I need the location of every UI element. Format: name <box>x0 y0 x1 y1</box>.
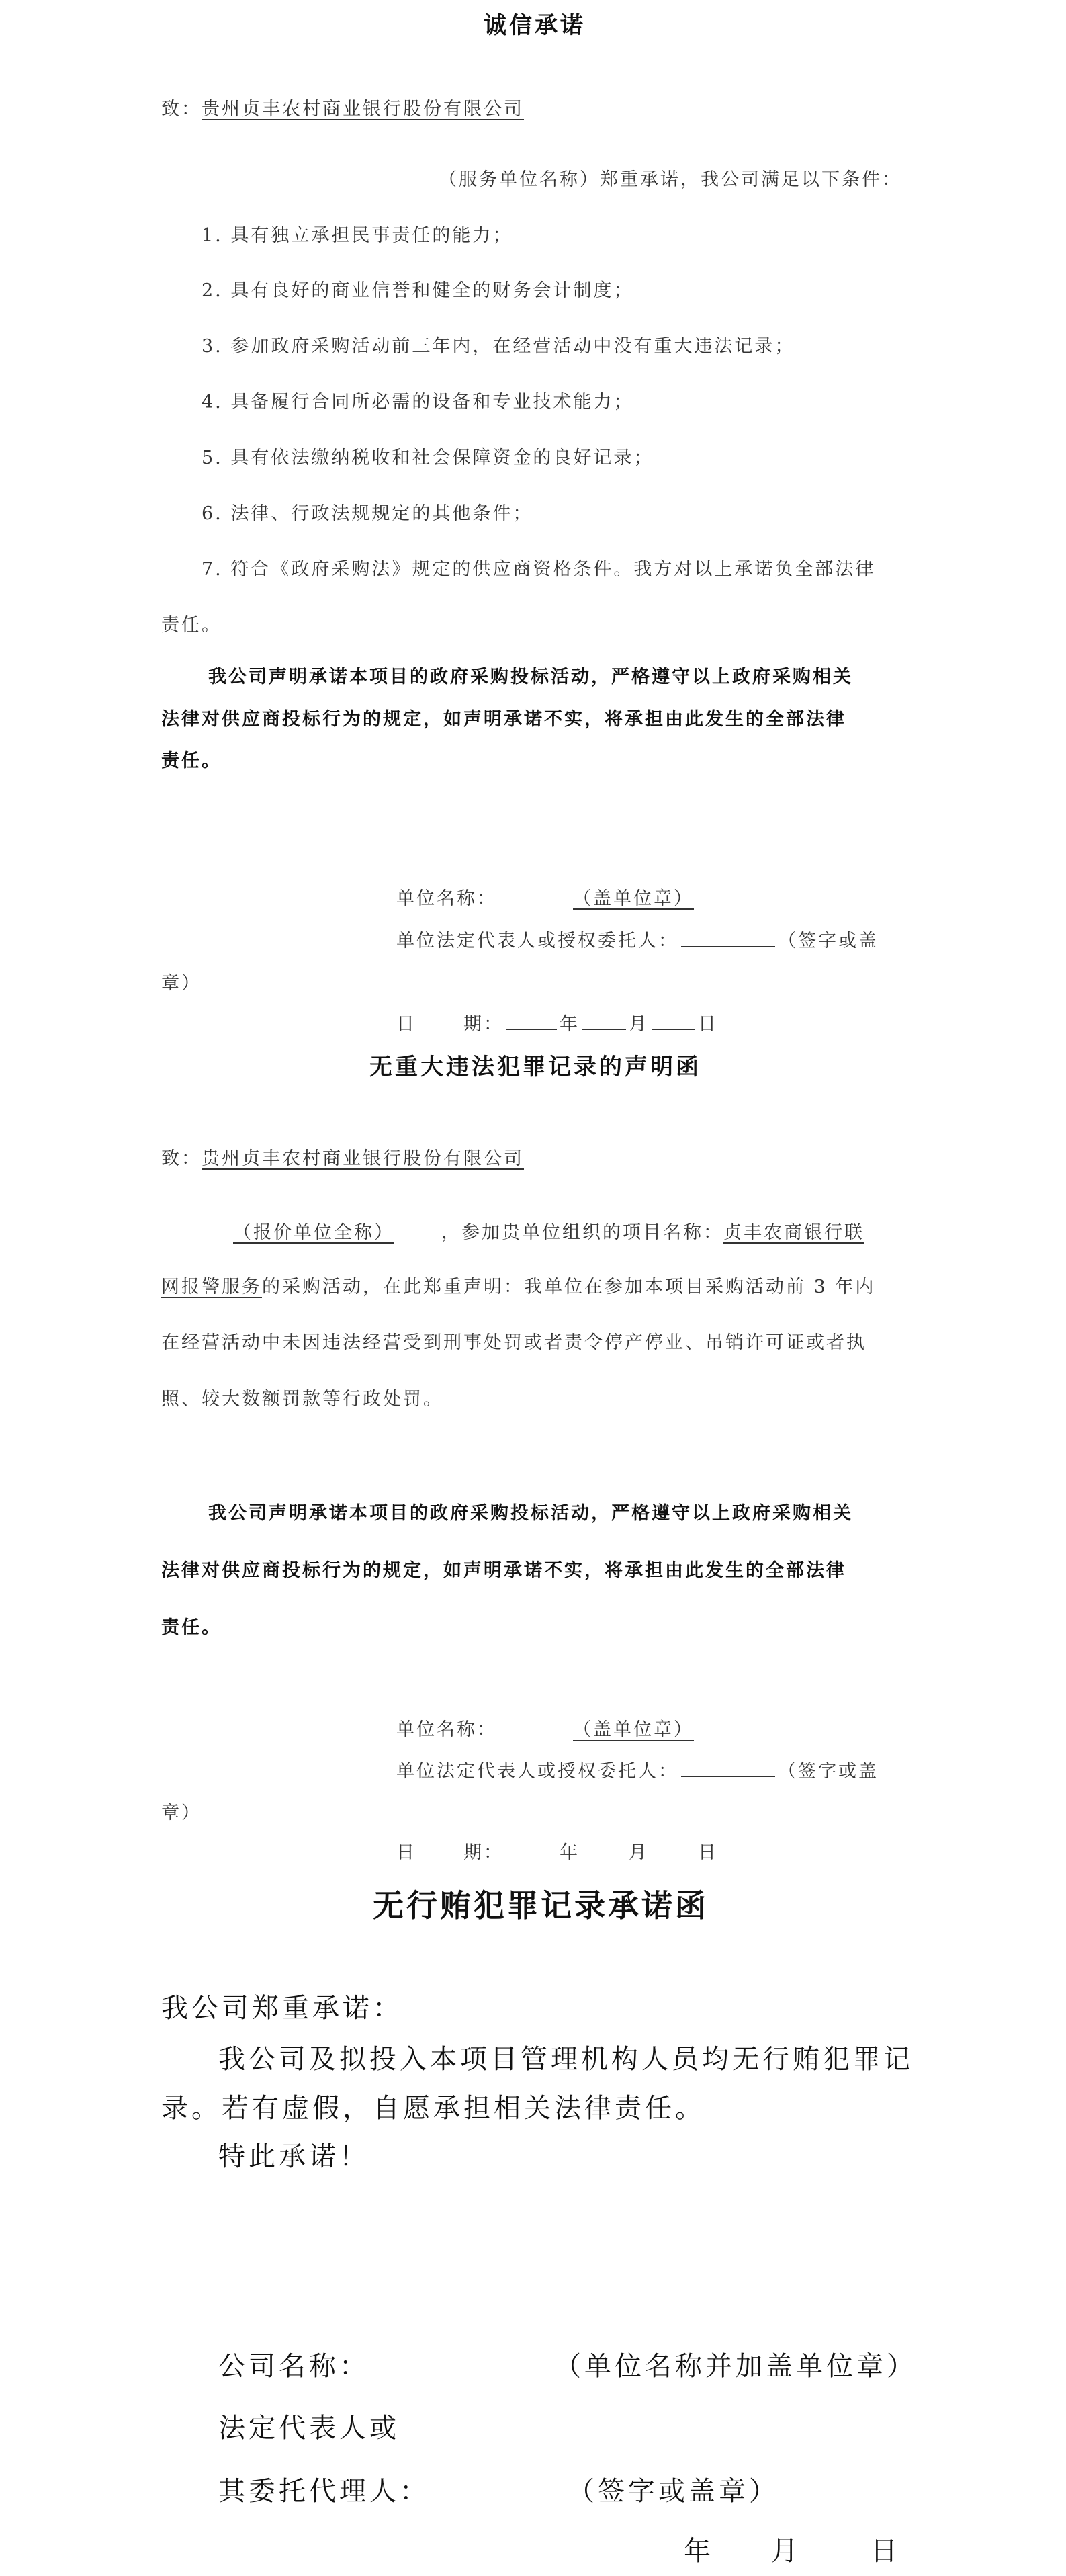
representative-label: 其委托代理人： <box>218 2476 430 2507</box>
representative-line-continued: 章） <box>161 1803 202 1823</box>
statement-line: （报价单位全称） ，参加贵单位组织的项目名称：贞丰农商银行联 <box>205 1217 864 1244</box>
addressee-name: 贵州贞丰农村商业银行股份有限公司 <box>202 1148 524 1169</box>
representative-line: 单位法定代表人或授权委托人： （签字或盖 <box>396 931 879 951</box>
representative-line-continued: 章） <box>161 973 202 994</box>
representative-label: 法定代表人或 <box>218 2413 400 2444</box>
date-line: 日 期： 年 月 日 <box>396 1842 718 1863</box>
declaration-text: 我公司声明承诺本项目的政府采购投标活动，严格遵守以上政府采购相关 <box>208 1503 853 1524</box>
stamp-note: （盖单位章） <box>573 888 694 909</box>
representative-line: 单位法定代表人或授权委托人： （签字或盖 <box>396 1761 879 1782</box>
project-name: 贞丰农商银行联 <box>723 1222 864 1243</box>
declaration-text: 法律对供应商投标行为的规定，如声明承诺不实，将承担由此发生的全部法律 <box>161 1560 846 1581</box>
condition-item: 6. 法律、行政法规规定的其他条件； <box>202 503 533 524</box>
page-title: 诚信承诺 <box>484 12 586 39</box>
signature-note: （签字或盖章） <box>568 2476 779 2507</box>
condition-item-continued: 责任。 <box>161 615 222 636</box>
condition-item: 4. 具备履行合同所必需的设备和专业技术能力； <box>202 392 634 413</box>
company-stamp-note: （单位名称并加盖单位章） <box>554 2351 917 2382</box>
date-day-label: 日 <box>871 2536 901 2567</box>
unit-name-line: 单位名称： （盖单位章） <box>396 888 694 909</box>
opening-line: 我公司郑重承诺： <box>161 1993 403 2024</box>
section-title: 无行贿犯罪记录承诺函 <box>373 1887 709 1924</box>
declaration-text: 我公司声明承诺本项目的政府采购投标活动，严格遵守以上政府采购相关 <box>208 667 853 687</box>
commitment-text: 录。若有虚假，自愿承担相关法律责任。 <box>161 2093 705 2124</box>
intro-line: （服务单位名称）郑重承诺，我公司满足以下条件： <box>202 165 902 191</box>
company-name-label: 公司名称： <box>218 2351 369 2382</box>
unit-name-line: 单位名称： （盖单位章） <box>396 1719 694 1740</box>
addressee-line: 致：贵州贞丰农村商业银行股份有限公司 <box>161 1148 524 1169</box>
condition-item: 5. 具有依法缴纳税收和社会保障资金的良好记录； <box>202 447 654 468</box>
project-name: 网报警服务 <box>161 1277 262 1297</box>
statement-line: 照、较大数额罚款等行政处罚。 <box>161 1389 443 1410</box>
condition-item: 7. 符合《政府采购法》规定的供应商资格条件。我方对以上承诺负全部法律 <box>202 559 876 580</box>
statement-line: 在经营活动中未因违法经营受到刑事处罚或者责令停产停业、吊销许可证或者执 <box>161 1332 867 1353</box>
declaration-text: 责任。 <box>161 750 222 771</box>
condition-item: 1. 具有独立承担民事责任的能力； <box>202 225 513 246</box>
company-name-blank <box>204 184 436 185</box>
condition-item: 3. 参加政府采购活动前三年内，在经营活动中没有重大违法记录； <box>202 336 795 357</box>
condition-item: 2. 具有良好的商业信誉和健全的财务会计制度； <box>202 280 634 301</box>
declaration-text: 责任。 <box>161 1617 222 1638</box>
signature-blank <box>681 945 775 947</box>
date-month-label: 月 <box>771 2536 801 2567</box>
commitment-text: 我公司及拟投入本项目管理机构人员均无行贿犯罪记 <box>218 2044 914 2075</box>
declaration-text: 法律对供应商投标行为的规定，如声明承诺不实，将承担由此发生的全部法律 <box>161 709 846 730</box>
stamp-note: （盖单位章） <box>573 1719 694 1740</box>
closing-line: 特此承诺！ <box>218 2141 369 2172</box>
date-year-label: 年 <box>684 2536 714 2567</box>
bidder-name-placeholder: （报价单位全称） <box>233 1222 394 1243</box>
section-title: 无重大违法犯罪记录的声明函 <box>369 1054 701 1080</box>
addressee-name: 贵州贞丰农村商业银行股份有限公司 <box>202 99 524 120</box>
date-line: 日 期： 年 月 日 <box>396 1014 718 1035</box>
statement-line: 网报警服务的采购活动，在此郑重声明：我单位在参加本项目采购活动前 3 年内 <box>161 1277 876 1297</box>
signature-blank <box>681 1776 775 1777</box>
addressee-line: 致：贵州贞丰农村商业银行股份有限公司 <box>161 99 524 120</box>
